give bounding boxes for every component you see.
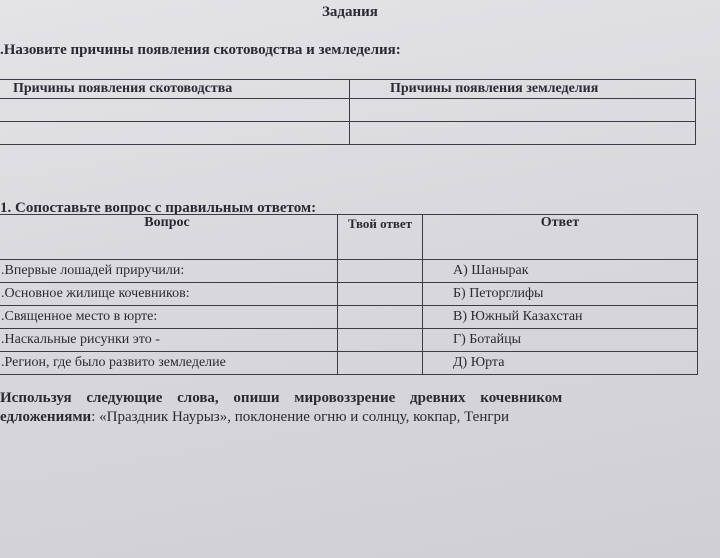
task2-heading: 1. Сопоставьте вопрос с правильным ответом: bbox=[0, 200, 317, 216]
header-your-answer: Твой ответ bbox=[338, 215, 423, 260]
cell-farming-reason-2 bbox=[350, 122, 696, 145]
task3-word-list: : «Праздник Наурыз», поклонение огню и солнцу, кокпар, Тенгри bbox=[91, 409, 510, 425]
header-cattle-reasons: Причины появления скотоводства bbox=[0, 80, 350, 99]
answer-option: Б) Петорглифы bbox=[423, 283, 698, 306]
question-cell: .Наскальные рисунки это - bbox=[0, 329, 338, 352]
task3-instruction-line1: Используя следующие слова, опиши мировоззрение древних кочевником bbox=[0, 390, 563, 406]
cell-farming-reason-1 bbox=[350, 99, 696, 122]
cell-cattle-reason-2 bbox=[0, 122, 350, 145]
question-cell: .Впервые лошадей приручили: bbox=[0, 260, 338, 283]
your-answer-cell bbox=[338, 283, 423, 306]
page-title: Задания bbox=[322, 4, 378, 20]
table-row bbox=[0, 352, 698, 375]
question-cell: .Основное жилище кочевников: bbox=[0, 283, 338, 306]
table-header-row bbox=[0, 80, 696, 99]
your-answer-cell bbox=[338, 260, 423, 283]
task1-heading: .Назовите причины появления скотоводства и земледелия: bbox=[0, 42, 401, 58]
table-header-row bbox=[0, 215, 698, 260]
answer-option: В) Южный Казахстан bbox=[423, 306, 698, 329]
your-answer-cell bbox=[338, 329, 423, 352]
table-row bbox=[0, 122, 696, 145]
your-answer-cell bbox=[338, 352, 423, 375]
table-row bbox=[0, 99, 696, 122]
matching-table bbox=[0, 214, 698, 375]
header-farming-reasons: Причины появления земледелия bbox=[350, 80, 696, 99]
task3-instruction-line2 bbox=[0, 409, 509, 426]
table-row bbox=[0, 329, 698, 352]
answer-option: Д) Юрта bbox=[423, 352, 698, 375]
question-cell: .Священное место в юрте: bbox=[0, 306, 338, 329]
your-answer-cell bbox=[338, 306, 423, 329]
answer-option: А) Шанырак bbox=[423, 260, 698, 283]
question-cell: .Регион, где было развито земледелие bbox=[0, 352, 338, 375]
table-row bbox=[0, 260, 698, 283]
cell-cattle-reason-1 bbox=[0, 99, 350, 122]
table-row bbox=[0, 306, 698, 329]
reasons-table bbox=[0, 79, 696, 145]
header-answer: Ответ bbox=[423, 215, 698, 260]
table-row bbox=[0, 283, 698, 306]
answer-option: Г) Ботайцы bbox=[423, 329, 698, 352]
task3-bold-word: едложениями bbox=[0, 409, 92, 425]
header-question: Вопрос bbox=[0, 215, 338, 260]
